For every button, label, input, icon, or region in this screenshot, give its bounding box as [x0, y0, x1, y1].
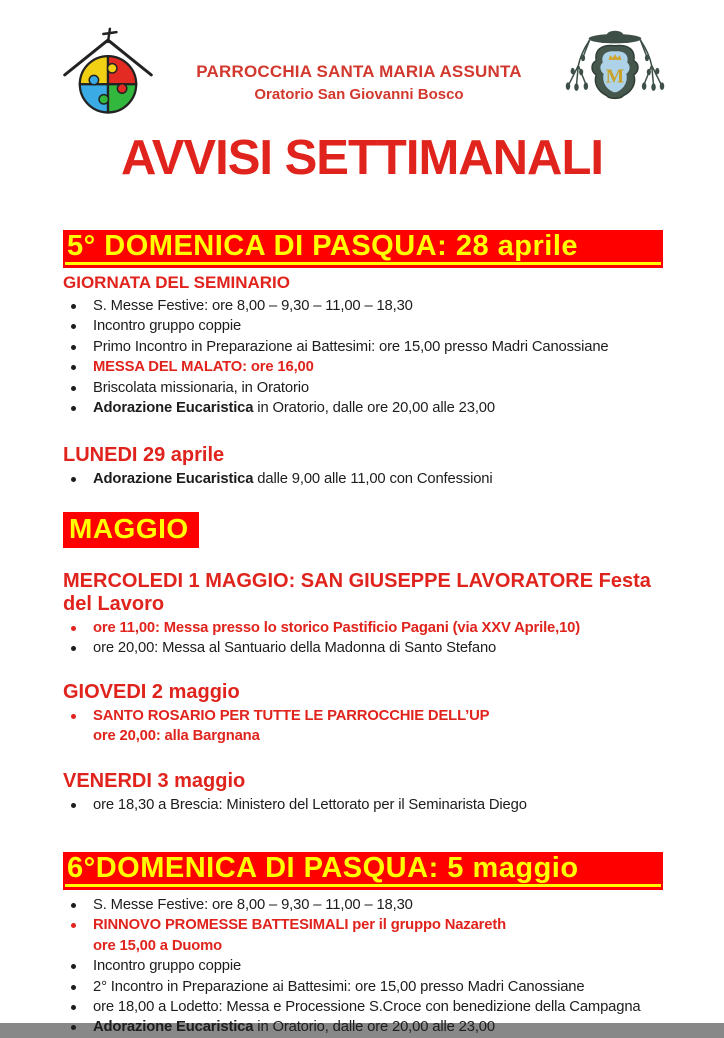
bullet-icon	[71, 324, 76, 329]
bullet-icon	[71, 626, 76, 631]
list-item-highlight: SANTO ROSARIO PER TUTTE LE PARROCCHIE DELL’UP ore 20,00: alla Bargnana	[63, 706, 663, 747]
list-item: Incontro gruppo coppie	[63, 316, 663, 336]
notices-content	[0, 230, 724, 1038]
section-banner-easter6-text: 6°DOMENICA DI PASQUA: 5 maggio	[67, 851, 579, 884]
bullet-icon	[71, 477, 76, 482]
church-puzzle-logo-icon	[54, 26, 162, 120]
list-item-highlight: MESSA DEL MALATO: ore 16,00	[63, 357, 663, 377]
subheading-seminary-day: GIORNATA DEL SEMINARIO	[63, 273, 290, 292]
list-item: ore 18,30 a Brescia: Ministero del Lettorato per il Seminarista Diego	[63, 795, 663, 815]
list-item: S. Messe Festive: ore 8,00 – 9,30 – 11,00 – 18,30	[63, 296, 663, 316]
page-title: AVVISI SETTIMANALI	[120, 131, 603, 185]
svg-text:M: M	[605, 65, 625, 88]
bullet-icon	[71, 345, 76, 350]
list-item: Incontro gruppo coppie	[63, 956, 663, 976]
list-item: Adorazione Eucaristica in Oratorio, dalle ore 20,00 alle 23,00	[63, 1017, 663, 1037]
section-banner-easter5	[63, 230, 663, 268]
bishop-coat-of-arms-icon	[556, 26, 674, 120]
bullet-icon	[71, 646, 76, 651]
day-heading-monday: LUNEDI 29 aprile	[63, 444, 225, 467]
month-banner-maggio: MAGGIO	[63, 512, 199, 548]
bullet-icon	[71, 1025, 76, 1030]
list-item: Primo Incontro in Preparazione ai Battesimi: ore 15,00 presso Madri Canossiane	[63, 337, 663, 357]
day-heading-wednesday: MERCOLEDI 1 MAGGIO: SAN GIUSEPPE LAVORATORE Festa del Lavoro	[63, 569, 651, 615]
list-item: Briscolata missionaria, in Oratorio	[63, 378, 663, 398]
bullet-icon	[71, 304, 76, 309]
day-heading-thursday: GIOVEDI 2 maggio	[63, 680, 240, 703]
bullet-icon	[71, 923, 76, 928]
wednesday-list	[63, 618, 663, 659]
maggio-banner-row	[63, 512, 663, 548]
list-item: ore 18,00 a Lodetto: Messa e Processione S.Croce con benedizione della Campagna	[63, 997, 663, 1017]
bullet-icon	[71, 386, 76, 391]
easter6-list	[63, 895, 663, 1038]
bullet-icon	[71, 714, 76, 719]
list-item: Adorazione Eucaristica dalle 9,00 alle 11,00 con Confessioni	[63, 469, 663, 489]
header-titles	[162, 26, 556, 103]
bullet-icon	[71, 964, 76, 969]
bullet-icon	[71, 903, 76, 908]
friday-list	[63, 795, 663, 815]
day-heading-friday: VENERDI 3 maggio	[63, 770, 246, 793]
list-item: 2° Incontro in Preparazione ai Battesimi: ore 15,00 presso Madri Canossiane	[63, 977, 663, 997]
section-banner-easter5-text: 5° DOMENICA DI PASQUA: 28 aprile	[67, 230, 579, 262]
bullet-icon	[71, 803, 76, 808]
oratorio-name: Oratorio San Giovanni Bosco	[254, 86, 464, 103]
bullet-icon	[71, 985, 76, 990]
monday-list	[63, 469, 663, 489]
easter5-list	[63, 296, 663, 418]
list-item: S. Messe Festive: ore 8,00 – 9,30 – 11,00 – 18,30	[63, 895, 663, 915]
bullet-icon	[71, 365, 76, 370]
header	[0, 0, 724, 120]
list-item: ore 20,00: Messa al Santuario della Madonna di Santo Stefano	[63, 638, 663, 658]
list-item: Adorazione Eucaristica in Oratorio, dalle ore 20,00 alle 23,00	[63, 398, 663, 418]
section-banner-easter6	[63, 852, 663, 890]
parish-name: PARROCCHIA SANTA MARIA ASSUNTA	[196, 62, 522, 81]
list-item-highlight: RINNOVO PROMESSE BATTESIMALI per il gruppo Nazareth ore 15,00 a Duomo	[63, 915, 663, 956]
bullet-icon	[71, 406, 76, 411]
thursday-list	[63, 706, 663, 747]
list-item-highlight: ore 11,00: Messa presso lo storico Pastificio Pagani (via XXV Aprile,10)	[63, 618, 663, 638]
bullet-icon	[71, 1005, 76, 1010]
